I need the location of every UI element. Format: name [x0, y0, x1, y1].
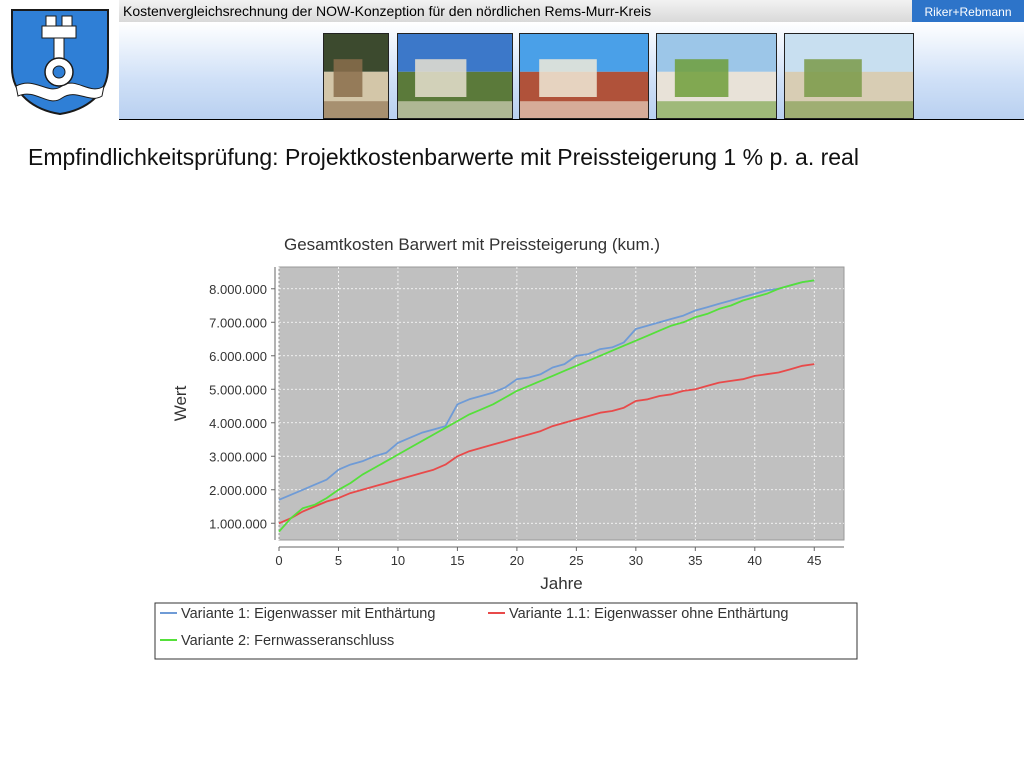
header-title: Kostenvergleichsrechnung der NOW-Konzeption für den nördlichen Rems-Murr-Kreis — [123, 3, 652, 19]
x-tick-label: 15 — [450, 553, 465, 568]
legend-entry: Variante 1: Eigenwasser mit Enthärtung — [181, 606, 436, 622]
x-tick-label: 25 — [569, 553, 584, 568]
photo-stone-fountain-image — [324, 34, 388, 118]
photo-stone-fountain — [323, 33, 389, 119]
y-tick-label: 8.000.000 — [209, 281, 267, 297]
company-badge: Riker+Rebmann — [912, 0, 1024, 22]
photo-village-landscape-image — [657, 34, 776, 118]
photo-village-landscape — [656, 33, 777, 119]
legend-entry: Variante 2: Fernwasseranschluss — [181, 633, 395, 649]
photo-half-timbered-street-image — [398, 34, 512, 118]
header-divider — [119, 119, 1024, 120]
y-tick-label: 6.000.000 — [209, 348, 267, 364]
plot-area — [279, 267, 844, 540]
x-axis-label: Jahre — [540, 574, 583, 593]
photo-pergola-garden-image — [785, 34, 913, 118]
photo-town-hall — [519, 33, 649, 119]
x-tick-label: 35 — [688, 553, 703, 568]
slide-title: Empfindlichkeitsprüfung: Projektkostenbarwerte mit Preissteigerung 1 % p. a. real — [28, 144, 859, 170]
header-title-bar — [119, 0, 912, 22]
y-tick-label: 3.000.000 — [209, 449, 267, 465]
y-tick-label: 1.000.000 — [209, 516, 267, 532]
cost-chart — [150, 225, 870, 665]
x-tick-label: 0 — [275, 553, 283, 568]
photo-town-hall-image — [520, 34, 648, 118]
y-tick-label: 2.000.000 — [209, 482, 267, 498]
x-tick-label: 5 — [334, 553, 343, 568]
photo-pergola-garden — [784, 33, 914, 119]
chart-title: Gesamtkosten Barwert mit Preissteigerung (kum.) — [284, 235, 661, 254]
legend-entry: Variante 1.1: Eigenwasser ohne Enthärtung — [509, 606, 789, 622]
x-tick-label: 10 — [390, 553, 406, 568]
coat-of-arms-key-icon — [6, 6, 114, 116]
y-tick-label: 5.000.000 — [209, 382, 267, 398]
y-axis-label: Wert — [171, 385, 190, 422]
x-tick-label: 40 — [747, 553, 763, 568]
y-tick-label: 4.000.000 — [209, 415, 267, 431]
x-tick-label: 20 — [509, 553, 525, 568]
y-tick-label: 7.000.000 — [209, 315, 267, 331]
x-tick-label: 45 — [807, 553, 822, 568]
photo-half-timbered-street — [397, 33, 513, 119]
x-tick-label: 30 — [628, 553, 644, 568]
slide-header — [0, 0, 1024, 120]
